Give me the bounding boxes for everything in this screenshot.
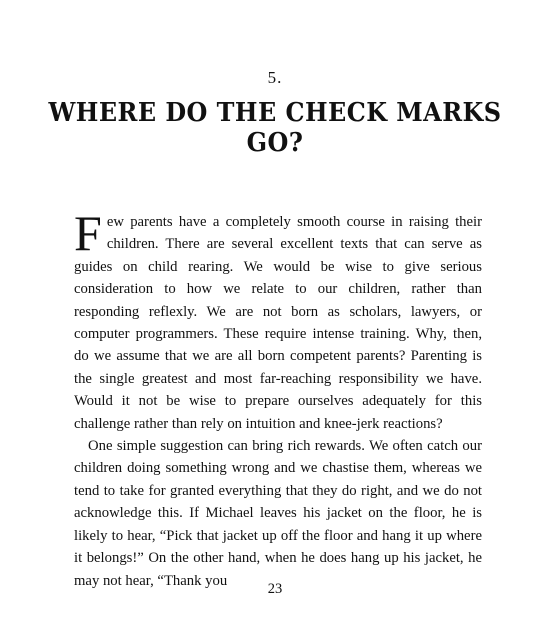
body-text — [74, 205, 482, 592]
paragraph-text: ew parents have a completely smooth course in raising their children. There are several excellent texts that can serve as guides on child rearing. We would be wise to give serious consideration to how we relate to our children, rather than responding reflexly. We are not born as scholars, lawyers, or computer programmers. These require intense training. Why, then, do we assume that we are all born competent parents? Parenting is the single greatest and most far-reaching responsibility we have. Would it not be wise to prepare ourselves adequately for this challenge rather than rely on intuition and knee-jerk reactions? — [74, 214, 482, 432]
page-number: 23 — [267, 581, 283, 597]
paragraph: One simple suggestion can bring rich rewards. We often catch our children doing something wrong and we chastise them, whereas we tend to take for granted everything that they do right, and we do not acknowledge this. If Michael leaves his jacket on the floor, he is likely to hear, “Pick that jacket up off the floor and hang it up where it belongs!” On the other hand, when he does hang up his jacket, he may not hear, “Thank you — [74, 438, 482, 589]
drop-cap: F — [74, 205, 102, 261]
chapter-title: WHERE DO THE CHECK MARKS GO? — [48, 98, 502, 158]
paragraph — [74, 205, 482, 435]
chapter-number: 5. — [267, 68, 283, 87]
